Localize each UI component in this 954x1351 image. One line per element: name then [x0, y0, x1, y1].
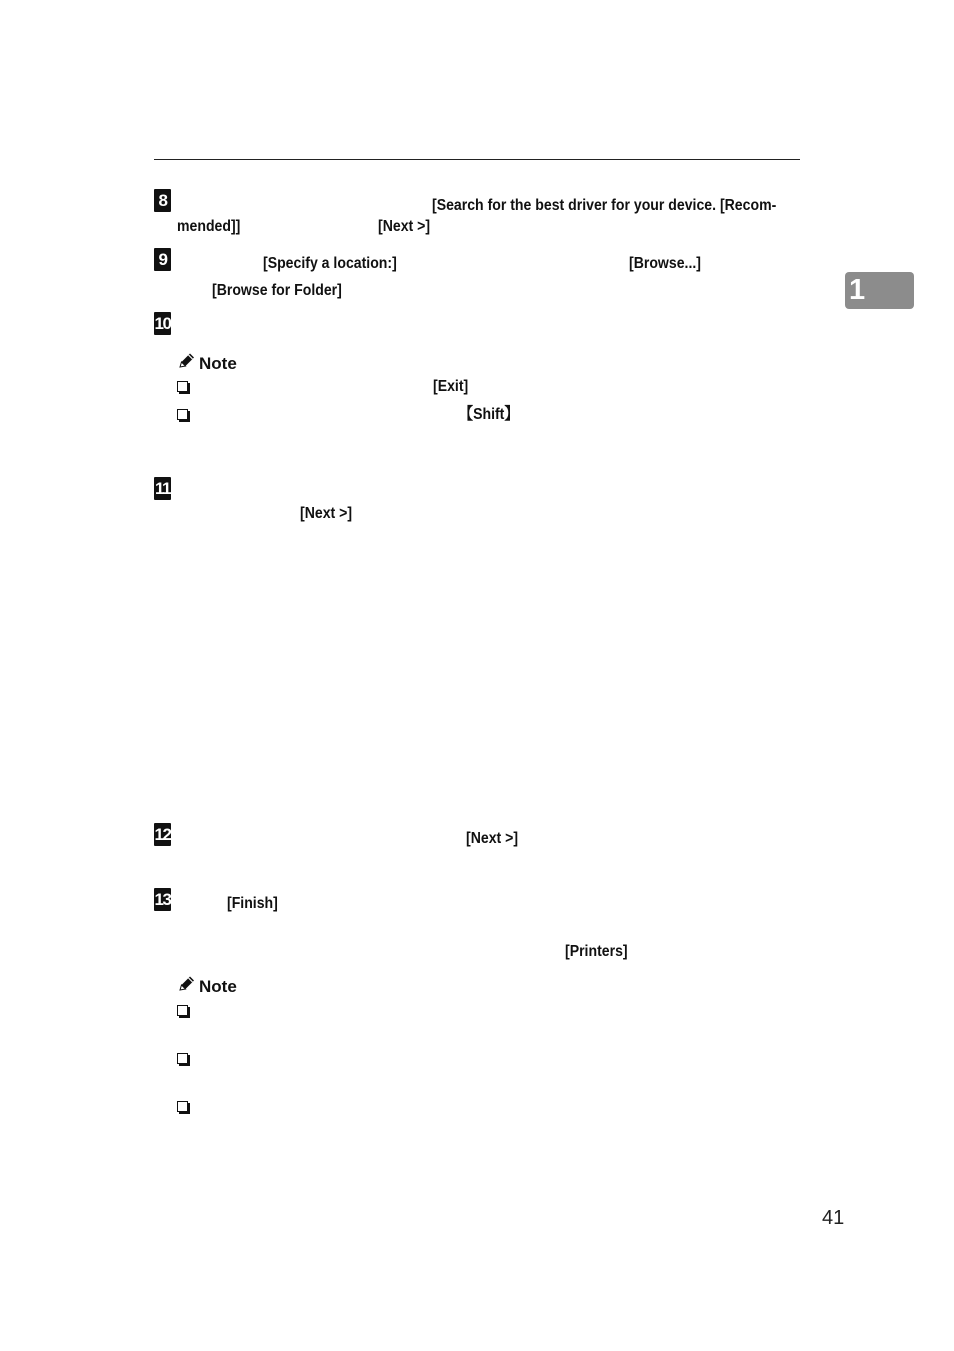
note-heading: Note [199, 354, 237, 373]
chapter-tab-number: 1 [849, 274, 866, 306]
step-number: 9 [154, 248, 171, 271]
ui-label-browse-for-folder: [Browse for Folder] [212, 282, 342, 299]
ui-label-specify-location: [Specify a location:] [263, 255, 397, 272]
note-heading: Note [199, 977, 237, 996]
key-label-shift: 【Shift】 [459, 406, 519, 423]
checkbox-bullet-icon [177, 381, 188, 392]
ui-label-search-best-driver: [Search for the best driver for your device. [Recom- [432, 197, 777, 214]
step-number: 13 [154, 890, 171, 909]
pencil-icon [177, 352, 197, 370]
ui-label-next: [Next >] [378, 218, 431, 235]
header-rule [154, 159, 800, 160]
step-number: 8 [154, 189, 171, 212]
checkbox-bullet-icon [177, 1101, 188, 1112]
page-number: 41 [822, 1207, 845, 1229]
ui-label-printers: [Printers] [565, 943, 628, 960]
pencil-icon [177, 975, 197, 993]
ui-label-browse: [Browse...] [629, 255, 701, 272]
step-number: 11 [155, 479, 170, 498]
ui-label-next: [Next >] [300, 505, 353, 522]
ui-label-finish: [Finish] [227, 895, 278, 912]
ui-label-recommended: mended]] [177, 218, 241, 235]
step-number: 10 [154, 314, 171, 333]
ui-label-exit: [Exit] [433, 378, 469, 395]
checkbox-bullet-icon [177, 1005, 188, 1016]
ui-label-next: [Next >] [466, 830, 519, 847]
checkbox-bullet-icon [177, 1053, 188, 1064]
step-number: 12 [154, 825, 171, 844]
checkbox-bullet-icon [177, 409, 188, 420]
